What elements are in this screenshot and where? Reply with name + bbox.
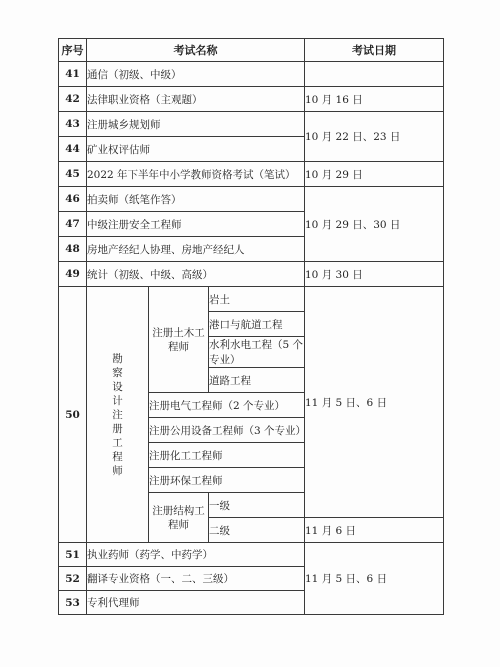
row-number: 44 [59, 137, 87, 162]
exam-name: 矿业权评估师 [87, 137, 305, 162]
header-name: 考试名称 [87, 39, 305, 62]
header-date: 考试日期 [305, 39, 444, 62]
exam-date: 11 月 5 日、6 日 [305, 543, 444, 615]
row-number: 47 [59, 212, 87, 237]
table-row [59, 262, 444, 287]
specialty: 道路工程 [209, 368, 305, 393]
exam-date: 10 月 29 日、30 日 [305, 187, 444, 262]
exam-date [305, 62, 444, 87]
exam-schedule-table [58, 38, 444, 615]
subcategory: 注册化工工程师 [149, 443, 305, 468]
specialty: 一级 [209, 493, 305, 518]
specialty: 岩土 [209, 287, 305, 312]
exam-date: 10 月 29 日 [305, 162, 444, 187]
table-row [59, 287, 444, 312]
row-number: 53 [59, 591, 87, 615]
row-number: 51 [59, 543, 87, 567]
exam-name: 专利代理师 [87, 591, 305, 615]
table-row [59, 187, 444, 212]
exam-name: 执业药师（药学、中药学） [87, 543, 305, 567]
subcategory-structural: 注册结构工程师 [149, 493, 209, 543]
exam-name: 翻译专业资格（一、二、三级） [87, 567, 305, 591]
row-number: 46 [59, 187, 87, 212]
exam-date: 10 月 22 日、23 日 [305, 112, 444, 162]
category-text: 勘察设计注册工程师 [112, 352, 123, 477]
exam-name: 注册城乡规划师 [87, 112, 305, 137]
exam-name: 统计（初级、中级、高级） [87, 262, 305, 287]
row-number: 43 [59, 112, 87, 137]
exam-date: 11 月 5 日、6 日 [305, 287, 444, 518]
subcategory: 注册电气工程师（2 个专业） [149, 393, 305, 418]
row-number: 41 [59, 62, 87, 87]
specialty: 水利水电工程（5 个专业） [209, 337, 305, 368]
subcategory: 注册环保工程师 [149, 468, 305, 493]
row-number: 45 [59, 162, 87, 187]
exam-date: 10 月 16 日 [305, 87, 444, 112]
row-number: 42 [59, 87, 87, 112]
table-row [59, 62, 444, 87]
exam-date: 10 月 30 日 [305, 262, 444, 287]
exam-name: 房地产经纪人协理、房地产经纪人 [87, 237, 305, 262]
exam-name: 法律职业资格（主观题） [87, 87, 305, 112]
header-no: 序号 [59, 39, 87, 62]
table-row [59, 162, 444, 187]
exam-name: 拍卖师（纸笔作答） [87, 187, 305, 212]
row-number: 52 [59, 567, 87, 591]
exam-name: 中级注册安全工程师 [87, 212, 305, 237]
header-row [59, 39, 444, 62]
specialty: 港口与航道工程 [209, 312, 305, 337]
table-row [59, 87, 444, 112]
table-row [59, 112, 444, 137]
row-number: 49 [59, 262, 87, 287]
category-label [87, 287, 149, 543]
exam-name: 2022 年下半年中小学教师资格考试（笔试） [87, 162, 305, 187]
exam-name: 通信（初级、中级） [87, 62, 305, 87]
specialty: 二级 [209, 518, 305, 543]
row-number: 48 [59, 237, 87, 262]
subcategory: 注册公用设备工程师（3 个专业） [149, 418, 305, 443]
exam-date: 11 月 6 日 [305, 518, 444, 543]
row-number: 50 [59, 287, 87, 543]
subcategory-civil: 注册土木工程师 [149, 287, 209, 393]
table-row [59, 543, 444, 567]
